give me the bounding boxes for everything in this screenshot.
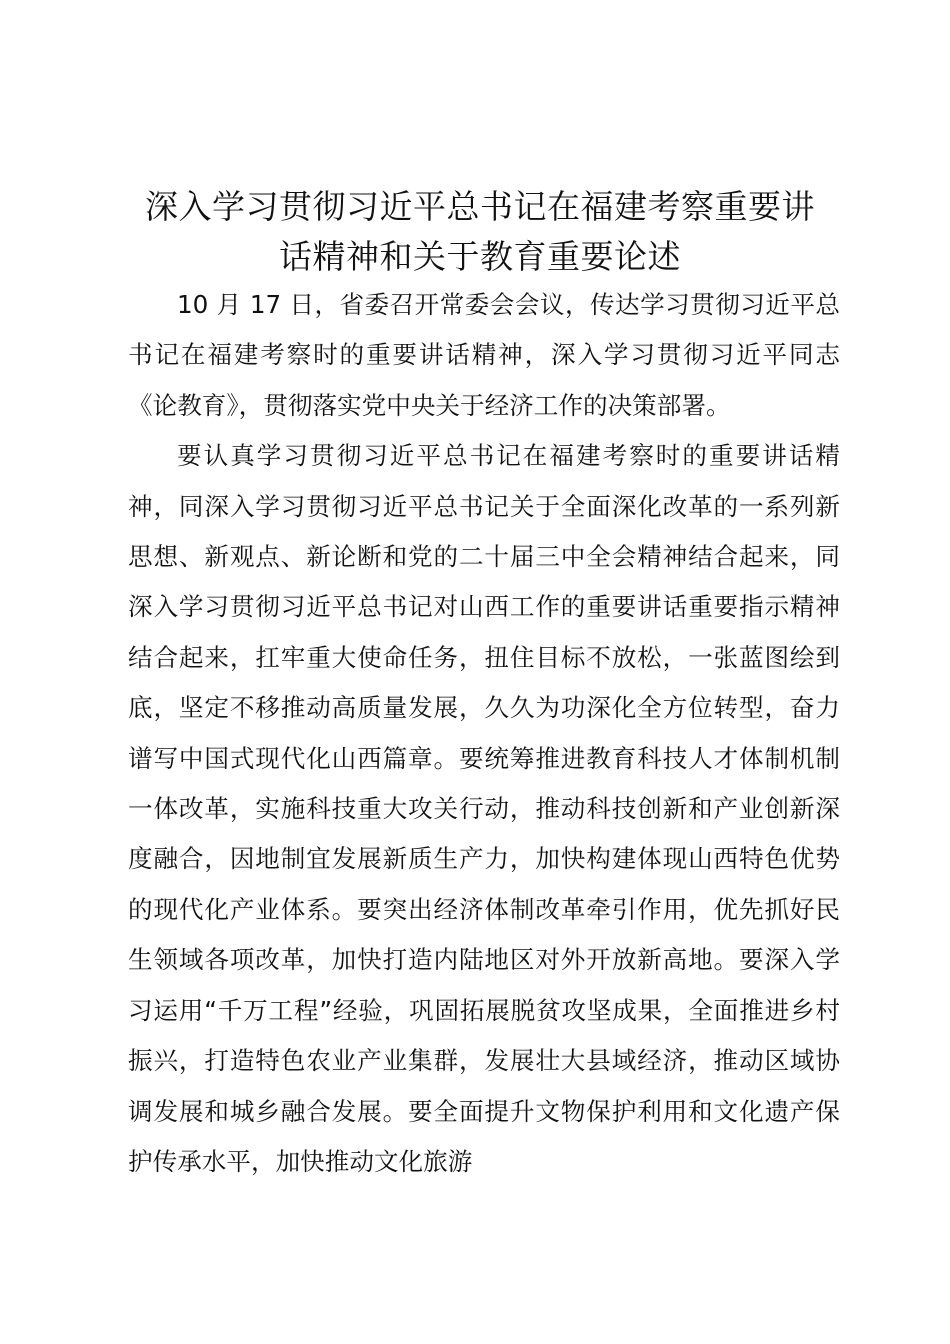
paragraph-1: 10 月 17 日，省委召开常委会会议，传达学习贯彻习近平总书记在福建考察时的重要讲话精神，深入学习贯彻习近平同志《论教育》，贯彻落实党中央关于经济工作的决策部署。 — [128, 290, 840, 420]
document-body — [128, 280, 840, 1187]
title-line-1: 深入学习贯彻习近平总书记在福建考察重要讲 — [145, 187, 815, 226]
title-line-2: 话精神和关于教育重要论述 — [279, 237, 681, 276]
paragraph-2: 要认真学习贯彻习近平总书记在福建考察时的重要讲话精神，同深入学习贯彻习近平总书记关于全面深化改革的一系列新思想、新观点、新论断和党的二十届三中全会精神结合起来，同深入学习贯彻习近平总书记对山西工作的重要讲话重要指示精神结合起来，扛牢重大使命任务，扭住目标不放松，一张蓝图绘到底，坚定不移推动高质量发展，久久为功深化全方位转型，奋力谱写中国式现代化山西篇章。要统筹推进教育科技人才体制机制一体改革，实施科技重大攻关行动，推动科技创新和产业创新深度融合，因地制宜发展新质生产力，加快构建体现山西特色优势的现代化产业体系。要突出经济体制改革牵引作用，优先抓好民生领域各项改革，加快打造内陆地区对外开放新高地。要深入学习运用“千万工程”经验，巩固拓展脱贫攻坚成果，全面推进乡村振兴，打造特色农业产业集群，发展壮大县域经济，推动区域协调发展和城乡融合发展。要全面提升文物保护利用和文化遗产保护传承水平，加快推动文化旅游 — [128, 441, 840, 1176]
document-title — [110, 182, 850, 282]
